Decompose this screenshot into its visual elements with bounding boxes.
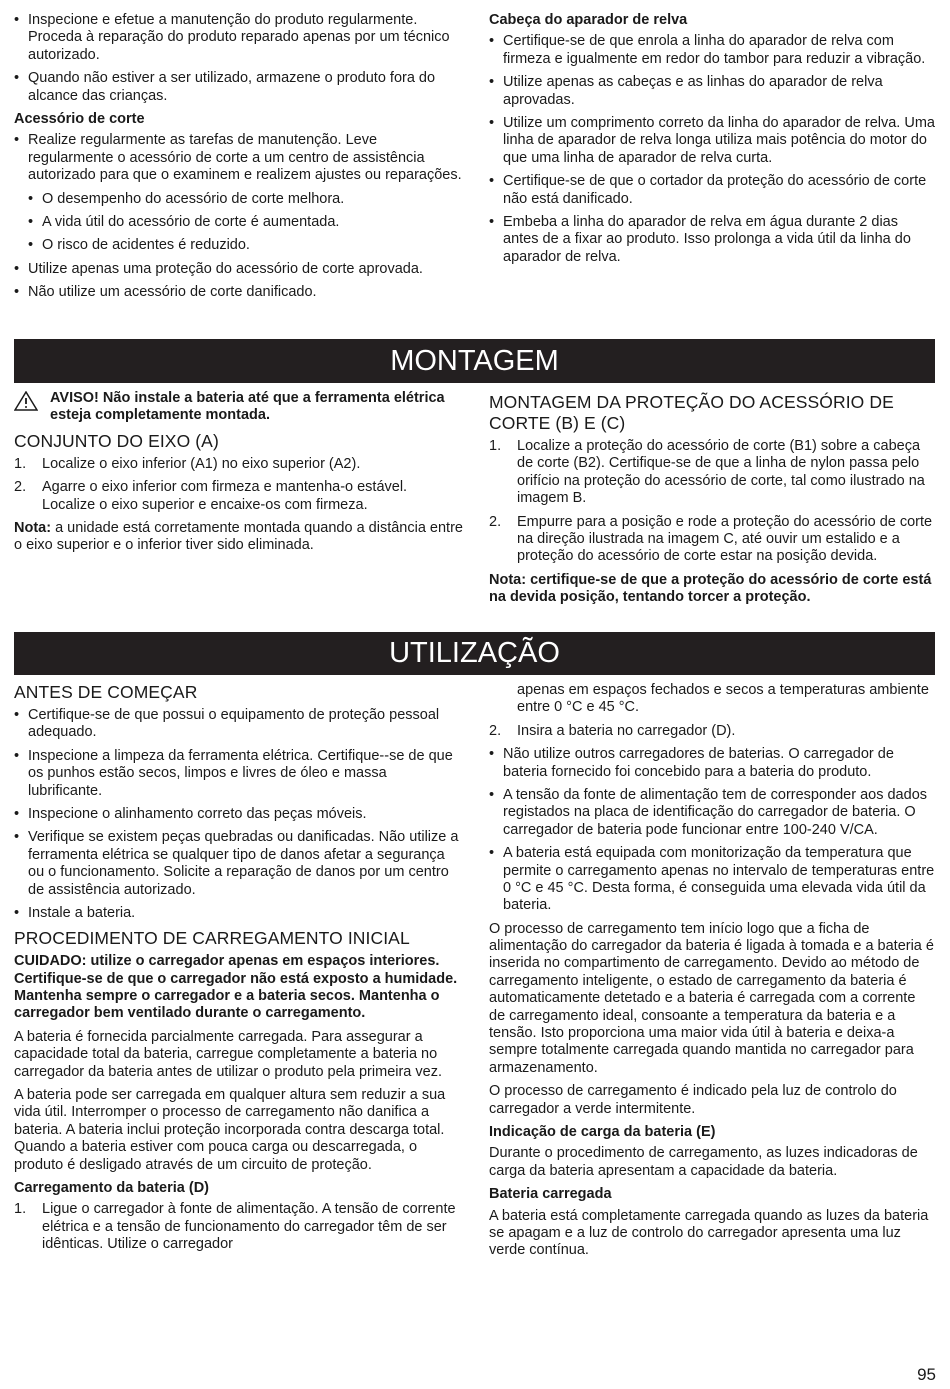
cutting-accessory-list [14, 132, 464, 184]
charge-indication-heading: Indicação de carga da bateria (E) [489, 1123, 716, 1140]
list-item: • Inspecione o alinhamento correto das peças móveis. [14, 806, 464, 823]
warning-triangle-icon [14, 391, 38, 411]
step-number: 2. [489, 513, 502, 530]
list-item: • O risco de acidentes é reduzido. [28, 237, 464, 254]
step-text: Empurre para a posição e rode a proteção do acessório de corte na direção ilustrada na imagem C, até ouvir um estalido e a proteção do acessório de corte estar na posição devida. [517, 513, 933, 565]
top-left-column [14, 12, 464, 307]
shaft-assembly-steps [14, 456, 464, 514]
warning-text: AVISO! Não instale a bateria até que a ferramenta elétrica esteja completamente montada. [50, 390, 445, 424]
list-item [489, 723, 935, 740]
before-start-heading: ANTES DE COMEÇAR [14, 682, 198, 702]
list-item: • Utilize apenas uma proteção do acessório de corte aprovada. [14, 261, 464, 278]
list-item: • Utilize apenas as cabeças e as linhas do aparador de relva aprovadas. [489, 74, 935, 109]
shaft-assembly-heading: CONJUNTO DO EIXO (A) [14, 430, 219, 451]
list-item: • Embeba a linha do aparador de relva em água durante 2 dias antes de a fixar ao produto. Isso prolonga a vida útil da linha do aparador de relva. [489, 214, 935, 266]
step-number: 1. [14, 1201, 27, 1218]
list-item: • A tensão da fonte de alimentação tem de corresponder aos dados registados na placa de identificação do carregador de bateria. O carregador de bateria pode funcionar entre 100-240 V/CA. [489, 787, 935, 839]
step-text: Agarre o eixo inferior com firmeza e mantenha-o estável. Localize o eixo superior e encaixe-os com firmeza. [42, 479, 408, 513]
montagem-banner: MONTAGEM [14, 339, 935, 383]
list-item: • A vida útil do acessório de corte é aumentada. [28, 214, 464, 231]
list-item: • Certifique-se de que o cortador da proteção do acessório de corte não está danificado. [489, 173, 935, 208]
paragraph: O processo de carregamento tem início logo que a ficha de alimentação do carregador da bateria é ligada à tomada e a bateria é inserida no compartimento de carregamento. Devido ao método de carregamento inteligente, o estado de carregamento da bateria é automaticamente detetado e a bateria é carregada com a corrente de carregamento ideal, consoante a temperatura da bateria e a tensão. Isto proporciona uma maior vida útil à bateria e deixa-a sempre totalmente carregada quando mantida no carregador para armazenamento. [489, 920, 934, 1076]
step-continuation: apenas em espaços fechados e secos a temperaturas ambiente entre 0 °C e 45 °C. [517, 682, 929, 716]
list-item: • Não utilize um acessório de corte danificado. [14, 284, 464, 301]
step-number: 2. [14, 479, 27, 496]
list-item [489, 514, 935, 566]
guard-assembly-heading: MONTAGEM DA PROTEÇÃO DO ACESSÓRIO DE CORTE (B) E (C) [489, 392, 894, 433]
montagem-right-column [489, 392, 935, 613]
top-right-column [489, 12, 935, 272]
list-item [14, 1201, 464, 1253]
list-item: • A bateria está equipada com monitorização da temperatura que permite o carregamento apenas no intervalo de temperaturas entre 0 °C e 45 °C. Desta forma, é conseguida uma elevada vida útil da bateria. [489, 845, 935, 915]
charger-notes-list [489, 746, 935, 915]
list-item: • Instale a bateria. [14, 905, 464, 922]
list-item: • Não utilize outros carregadores de baterias. O carregador de bateria fornecido foi concebido para a bateria do produto. [489, 746, 935, 781]
list-item: • Certifique-se de que possui o equipamento de proteção pessoal adequado. [14, 707, 464, 742]
list-item: • Quando não estiver a ser utilizado, armazene o produto fora do alcance das crianças. [14, 70, 464, 105]
list-item: • Verifique se existem peças quebradas ou danificadas. Não utilize a ferramenta elétrica se qualquer tipo de danos afetar a segurança ou o funcionamento. Solicite a reparação de danos por um centro de assistência autorizado. [14, 829, 464, 899]
utilizacao-banner: UTILIZAÇÃO [14, 632, 935, 675]
list-item: • Inspecione a limpeza da ferramenta elétrica. Certifique--se de que os punhos estão secos, limpos e livres de óleo e massa lubrificante. [14, 748, 464, 800]
step-text: Localize o eixo inferior (A1) no eixo superior (A2). [42, 455, 361, 472]
battery-charging-steps [14, 1201, 464, 1253]
note-text: a unidade está corretamente montada quando a distância entre o eixo superior e o inferior tiver sido eliminada. [14, 519, 463, 554]
warning-block [14, 390, 464, 425]
shaft-note [14, 520, 464, 555]
step-text: Localize a proteção do acessório de corte (B1) sobre a cabeça de corte (B2). Certifique-se de que a linha de nylon passa pelo orifício na proteção do acessório de corte, tal como ilustrado na imagem B. [517, 438, 925, 507]
cutting-accessory-heading: Acessório de corte [14, 110, 145, 127]
list-item [489, 438, 935, 508]
caution-text: CUIDADO: utilize o carregador apenas em espaços interiores. Certifique-se de que o carregador não está exposto a humidade. Mantenha sempre o carregador e a bateria secos. Mantenha o carregador bem ventilado durante o carregamento. [14, 953, 458, 1022]
list-item: • Inspecione e efetue a manutenção do produto regularmente. Proceda à reparação do produto reparado apenas por um técnico autorizado. [14, 12, 464, 64]
battery-charging-heading: Carregamento da bateria (D) [14, 1179, 209, 1196]
page-number: 95 [917, 1364, 936, 1384]
cutting-accessory-sublist [14, 191, 464, 255]
utilizacao-right-column [489, 682, 935, 1266]
list-item: • Utilize um comprimento correto da linha do aparador de relva. Uma linha de aparador de relva longa utiliza mais potência do motor do que uma linha de aparador de relva curta. [489, 115, 935, 167]
paragraph: A bateria está completamente carregada quando as luzes da bateria se apagam e a luz de controlo do carregador apresenta uma luz verde contínua. [489, 1207, 929, 1259]
trimmer-head-list [489, 33, 935, 266]
utilizacao-left-column [14, 682, 464, 1260]
step-number: 1. [14, 455, 27, 472]
list-item: • Realize regularmente as tarefas de manutenção. Leve regularmente o acessório de corte a um centro de assistência autorizado para que o examinem e realizem ajustes ou reparações. [14, 132, 464, 184]
step-text: Ligue o carregador à fonte de alimentação. A tensão de corrente elétrica e a tensão de funcionamento do carregador têm de ser idênticas. Utilize o carregador [42, 1201, 456, 1253]
maintenance-list [14, 12, 464, 105]
guard-assembly-steps [489, 438, 935, 566]
battery-charging-steps-2 [489, 723, 935, 740]
list-item [14, 479, 464, 514]
cutting-accessory-list-2 [14, 261, 464, 302]
note-label: Nota: [14, 519, 52, 536]
step-text: Insira a bateria no carregador (D). [517, 722, 736, 739]
battery-charged-heading: Bateria carregada [489, 1186, 612, 1203]
step-number: 1. [489, 438, 502, 454]
step-number: 2. [489, 722, 502, 739]
list-item: • Certifique-se de que enrola a linha do aparador de relva com firmeza e igualmente em redor do tambor para reduzir a vibração. [489, 33, 935, 68]
initial-charging-heading: PROCEDIMENTO DE CARREGAMENTO INICIAL [14, 928, 410, 949]
trimmer-head-heading: Cabeça do aparador de relva [489, 12, 688, 28]
list-item [14, 456, 464, 473]
before-start-list [14, 707, 464, 922]
paragraph: A bateria é fornecida parcialmente carregada. Para assegurar a capacidade total da bateria, carregue completamente a bateria no carregador da bateria antes de utilizar o produto pela primeira vez. [14, 1028, 442, 1080]
list-item: • O desempenho do acessório de corte melhora. [28, 191, 464, 208]
montagem-left-column [14, 390, 464, 561]
paragraph: A bateria pode ser carregada em qualquer altura sem reduzir a sua vida útil. Interromper o processo de carregamento não danifica a bateria. A bateria inclui proteção incorporada contra descarga total. Quando a bateria estiver com pouca carga ou descarregada, o produto é desligado através de um circuito de proteção. [14, 1087, 446, 1173]
paragraph: O processo de carregamento é indicado pela luz de controlo do carregador a verde intermitente. [489, 1083, 897, 1117]
guard-note: Nota: certifique-se de que a proteção do acessório de corte está na devida posição, tentando torcer a proteção. [489, 571, 932, 606]
paragraph: Durante o procedimento de carregamento, as luzes indicadoras de carga da bateria apresentam a capacidade da bateria. [489, 1145, 918, 1179]
